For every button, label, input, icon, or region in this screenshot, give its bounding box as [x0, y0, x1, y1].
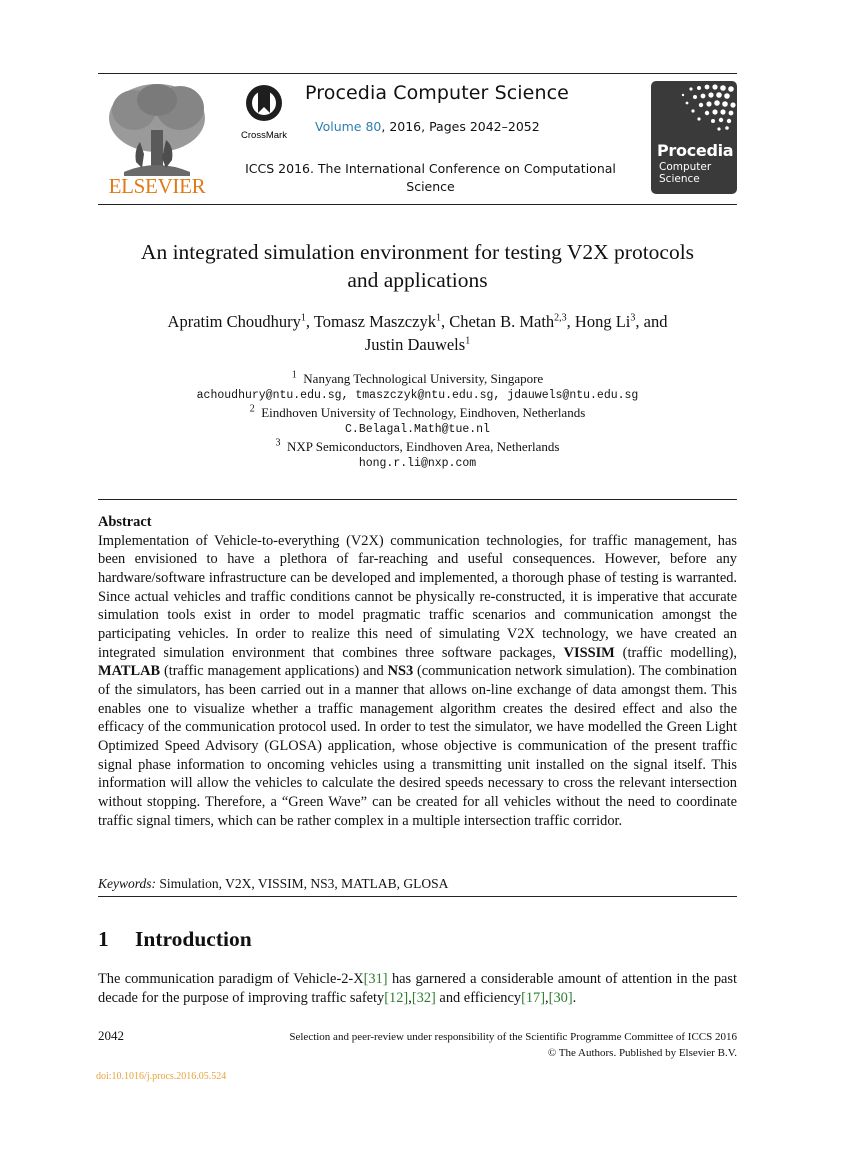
affiliation-2-email[interactable]: C.Belagal.Math@tue.nl [345, 423, 490, 436]
volume-pages: , 2016, Pages 2042–2052 [381, 119, 540, 134]
footer-note-line-2: © The Authors. Published by Elsevier B.V. [547, 1047, 737, 1059]
intro-text: and efficiency [435, 989, 522, 1006]
affiliation-number: 2 [249, 403, 255, 415]
affiliation-3-email[interactable]: hong.r.li@nxp.com [358, 457, 477, 470]
footer-note-line-1: Selection and peer-review under responsibility of the Scientific Programme Committee of ICCS 2016 [289, 1031, 737, 1043]
abstract-bold-ns3: NS3 [387, 663, 414, 680]
paper-title [98, 238, 737, 294]
header-bottom-rule [98, 204, 737, 205]
abstract-text [98, 532, 737, 831]
abstract-section [98, 513, 737, 830]
page-number: 2042 [98, 1028, 124, 1043]
volume-line [315, 119, 540, 134]
author-sup: 3 [630, 312, 636, 324]
abstract-text-part: (traffic modelling), [614, 644, 737, 661]
intro-text: . [572, 989, 577, 1006]
crossmark-badge[interactable] [240, 83, 288, 141]
affiliation-name: Nanyang Technological University, Singapore [303, 371, 544, 386]
crossmark-label: CrossMark [241, 130, 287, 141]
doi-link[interactable]: doi:10.1016/j.procs.2016.05.524 [96, 1071, 227, 1082]
affiliation-number: 1 [291, 369, 297, 381]
affiliation-name: Eindhoven University of Technology, Eindhoven, Netherlands [261, 405, 586, 420]
citation-link[interactable]: [30] [548, 989, 573, 1006]
affiliation-1 [98, 371, 737, 387]
abstract-bold-matlab: MATLAB [98, 663, 161, 680]
abstract-bold-vissim: VISSIM [563, 644, 615, 661]
intro-text: has garnered a considerable amount of attention in the past decade for the purpose of improving traffic safety [98, 971, 738, 1006]
affiliation-2 [98, 405, 737, 421]
badge-subtitle [659, 161, 711, 185]
abstract-text-part: (communication network simulation). The combination of the simulators, has been carried out in a manner that allows on-line exchange of data amongst them. This enables one to visualize whether a traffic management algorithm creates the desired effect and also the efficacy of the communication protocol used. In order to test the simulator, we have modelled the Green Light Optimized Speed Advisory (GLOSA) application, whose objective is communication of the present traffic signal phase information to oncoming vehicles using a transmitting unit installed on the signal itself. This information will allow the vehicles to calculate the desired speeds necessary to cross the relevant intersection without stopping. Therefore, a “Green Wave” can be created for all vehicles without the need to coordinate traffic signal timers, which can be rather complex in a multiple intersection traffic corridor. [98, 663, 737, 829]
author-name: Apratim Choudhury [167, 312, 301, 331]
title-line-1: An integrated simulation environment for testing V2X protocols [140, 240, 695, 264]
citation-link[interactable]: [17] [521, 989, 546, 1006]
abstract-text-part: (traffic management applications) and [160, 663, 388, 680]
affiliation-1-emails[interactable]: achoudhury@ntu.edu.sg, tmaszczyk@ntu.edu.sg, jdauwels@ntu.edu.sg [196, 389, 639, 402]
volume-link[interactable]: Volume 80 [315, 119, 382, 134]
affiliation-number: 3 [275, 437, 281, 449]
author-sep: , [440, 312, 450, 331]
author-sep: , [566, 312, 575, 331]
author-sep: , and [635, 312, 668, 331]
citation-link[interactable]: [32] [411, 989, 436, 1006]
journal-title: Procedia Computer Science [305, 82, 569, 104]
author-name: Chetan B. Math [449, 312, 555, 331]
keywords-line [98, 876, 448, 892]
author-sup: 2,3 [554, 312, 567, 324]
dot-pattern-icon [651, 81, 737, 141]
author-name: Justin Dauwels [364, 335, 466, 354]
abstract-text-part: Implementation of Vehicle-to-everything (V2X) communication technologies, for traffic management, has been envisioned to have a plethora of far-reaching and useful consequences. However, before any hardware/software infrastructure can be developed and implemented, a thorough phase of testing is warranted. Since actual vehicles and traffic conditions cannot be physically re-constructed, it is imperative that accurate simulation tools exist in order to model pragmatic traffic scenarios and communication amongst the participating vehicles. In order to realize this need of simulating V2X technology, we have created an integrated simulation environment that combines three software packages, [98, 532, 737, 661]
keywords-list: Simulation, V2X, VISSIM, NS3, MATLAB, GLOSA [159, 876, 449, 891]
elsevier-wordmark: ELSEVIER [108, 174, 206, 198]
intro-text: The communication paradigm of Vehicle-2-X [98, 971, 364, 987]
badge-title: Procedia [657, 141, 734, 160]
header-top-rule [98, 73, 737, 74]
author-sup: 1 [300, 312, 306, 324]
procedia-cover-badge [651, 81, 737, 194]
title-line-2: and applications [347, 268, 488, 292]
keywords-label: Keywords: [98, 876, 156, 891]
section-heading-introduction [98, 927, 252, 952]
affiliation-3 [98, 439, 737, 455]
author-list [98, 310, 737, 356]
author-line-2 [98, 333, 737, 356]
abstract-top-rule [98, 499, 737, 500]
badge-line-2: Science [659, 173, 700, 185]
conference-name: ICCS 2016. The International Conference on Computational Science [245, 161, 616, 194]
footer-note [160, 1029, 737, 1061]
author-sep: , [305, 312, 314, 331]
section-title: Introduction [135, 927, 252, 951]
author-sup: 1 [465, 335, 471, 347]
author-name: Tomasz Maszczyk [313, 312, 436, 331]
author-line-1 [98, 310, 737, 333]
abstract-heading: Abstract [98, 514, 152, 530]
badge-line-1: Computer [659, 161, 712, 173]
author-name: Hong Li [574, 312, 631, 331]
intro-paragraph [98, 970, 737, 1007]
section-number: 1 [98, 927, 109, 951]
abstract-bottom-rule [98, 896, 737, 897]
citation-link[interactable]: [31] [363, 971, 388, 987]
citation-link[interactable]: [12] [384, 989, 409, 1006]
crossmark-icon [244, 83, 284, 123]
intro-text: , [408, 989, 412, 1006]
affiliation-name: NXP Semiconductors, Eindhoven Area, Netherlands [287, 439, 560, 454]
intro-text: , [545, 989, 549, 1006]
author-sup: 1 [435, 312, 441, 324]
